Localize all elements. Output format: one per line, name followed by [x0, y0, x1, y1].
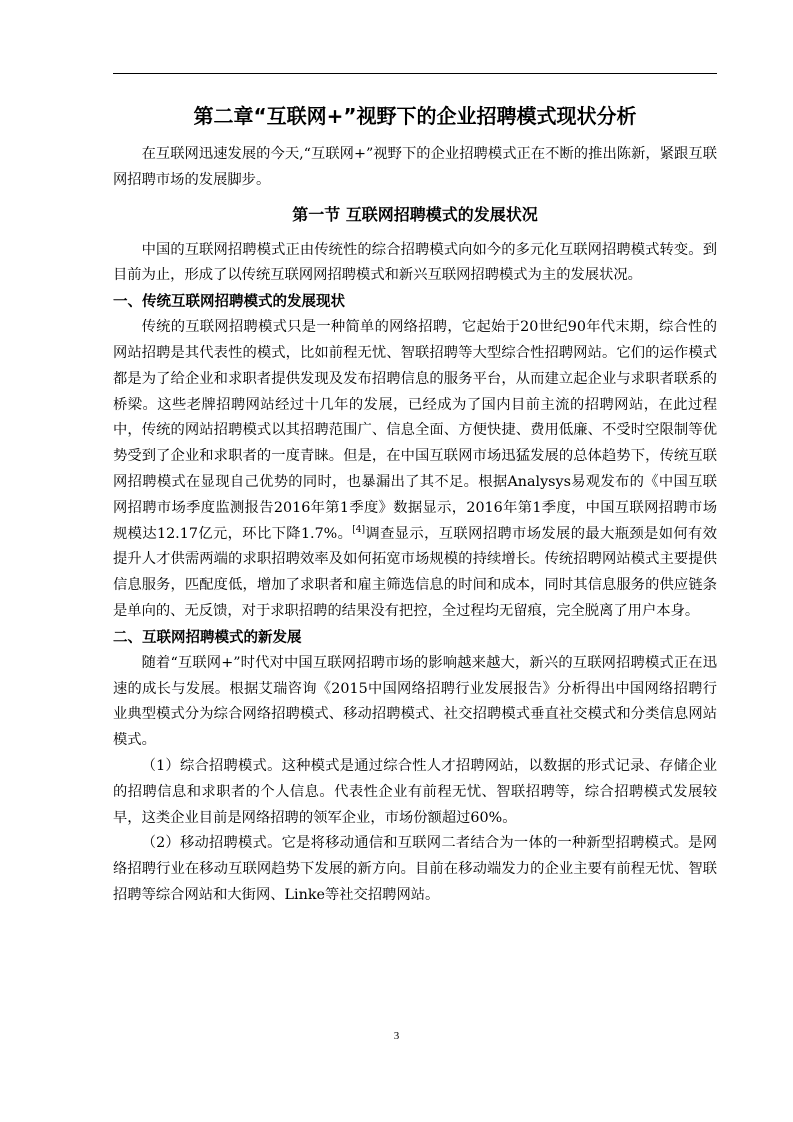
- header-rule: [113, 73, 717, 74]
- chapter-title: 第二章“互联网+”视野下的企业招聘模式现状分析: [193, 104, 637, 128]
- subsection2-heading: 二、互联网招聘模式的新发展: [113, 629, 302, 646]
- page-content: [113, 96, 717, 909]
- intro-paragraph: 在互联网迅速发展的今天,“互联网+”视野下的企业招聘模式正在不断的推出陈新，紧跟互联网招聘市场的发展脚步。: [113, 146, 717, 188]
- subsection2-paragraph2: （1）综合招聘模式。这种模式是通过综合性人才招聘网站，以数据的形式记录、存储企业的招聘信息和求职者的个人信息。代表性企业有前程无忧、智联招聘等，综合招聘模式发展较早，这类企业目前是网络招聘的领军企业，市场份额超过60%。: [113, 757, 717, 826]
- subsection2-paragraph1: 随着“互联网+”时代对中国互联网招聘市场的影响越来越大，新兴的互联网招聘模式正在迅速的成长与发展。根据艾瑞咨询《2015中国网络招聘行业发展报告》分析得出中国网络招聘行业典型模式分为综合网络招聘模式、移动招聘模式、社交招聘模式垂直社交模式和分类信息网站模式。: [113, 654, 717, 749]
- subsection1-paragraph: [113, 315, 717, 625]
- section-intro-paragraph: 中国的互联网招聘模式正由传统性的综合招聘模式向如今的多元化互联网招聘模式转变。到目前为止，形成了以传统互联网网招聘模式和新兴互联网招聘模式为主的发展状况。: [113, 241, 717, 284]
- subsection2-paragraph3: （2）移动招聘模式。它是将移动通信和互联网二者结合为一体的一种新型招聘模式。是网络招聘行业在移动互联网趋势下发展的新方向。目前在移动端发力的企业主要有前程无忧、智联招聘等综合网站和大街网、Linke等社交招聘网站。: [113, 835, 717, 903]
- citation-marker: [4]: [352, 524, 366, 535]
- subsection1-heading: 一、传统互联网招聘模式的发展现状: [113, 294, 345, 311]
- section-title: 第一节 互联网招聘模式的发展状况: [292, 204, 538, 224]
- subsection1-text-part1: 传统的互联网招聘模式只是一种简单的网络招聘，它起始于20世纪90年代末期，综合性的网站招聘是其代表性的模式，比如前程无忧、智联招聘等大型综合性招聘网站。它们的运作模式都是为了给企业和求职者提供发现及发布招聘信息的服务平台，从而建立起企业与求职者联系的桥梁。这些老牌招聘网站经过十几年的发展，已经成为了国内目前主流的招聘网站，在此过程中，传统的网站招聘模式以其招聘范围广、信息全面、方便快捷、费用低廉、不受时空限制等优势受到了企业和求职者的一度青睐。但是，在中国互联网市场迅猛发展的总体趋势下，传统互联网招聘模式在显现自己优势的同时，也暴漏出了其不足。根据Analysys易观发布的《中国互联网招聘市场季度监测报告2016年第1季度》数据显示，2016年第1季度，中国互联网招聘市场规模达12.17亿元，环比下降1.7%。: [113, 319, 717, 542]
- page-number: 3: [393, 1030, 400, 1042]
- subsection1-text-part2: 调查显示，互联网招聘市场发展的最大瓶颈是如何有效提升人才供需两端的求职招聘效率及如何拓宽市场规模的持续增长。传统招聘网站模式主要提供信息服务，匹配度低，增加了求职者和雇主筛选信息的时间和成本，同时其信息服务的供应链条是单向的、无反馈，对于求职招聘的结果没有把控，全过程均无留痕，完全脱离了用户本身。: [113, 525, 717, 619]
